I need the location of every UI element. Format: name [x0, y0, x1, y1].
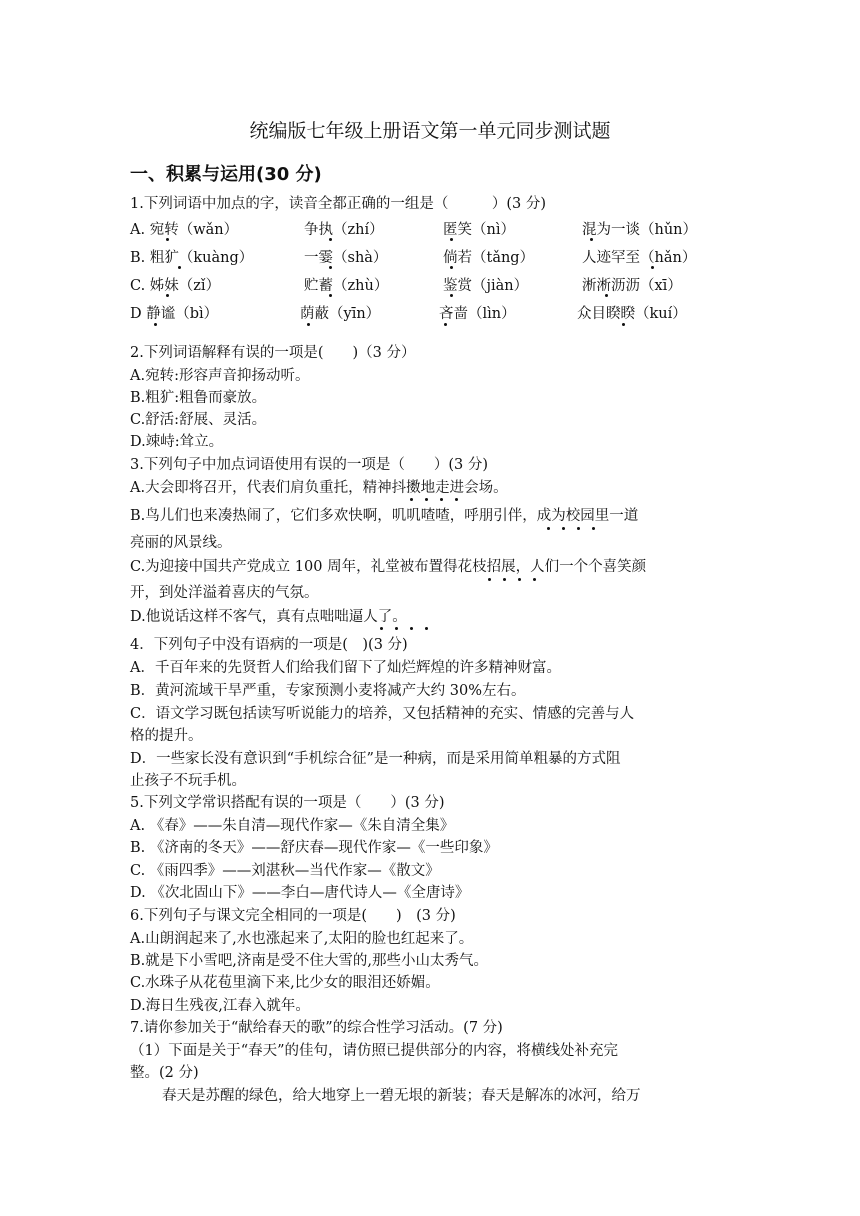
q3-option-d: D.他说话这样不客气，真有点咄咄逼人了。: [130, 609, 407, 625]
q7-sub1-line1: （1）下面是关于“春天”的佳句，请仿照已提供部分的内容，将横线处补充完: [130, 1043, 619, 1059]
emphasis-dot: [562, 527, 565, 530]
q1-row-c-col3: 鉴赏（jiàn）: [443, 278, 529, 294]
q6-stem: 6.下列句子与课文完全相同的一项是( ) (3 分): [130, 908, 456, 924]
q5-option-c: C. 《雨四季》——刘湛秋—当代作家—《散文》: [130, 863, 440, 879]
q3-option-c-line1: C.为迎接中国共产党成立 100 周年，礼堂被布置得花枝招展，人们一个个喜笑颜: [130, 559, 647, 575]
emphasis-dot: [455, 498, 458, 501]
emphasis-dot: [154, 323, 157, 326]
emphasis-dot: [577, 527, 580, 530]
emphasis-dot: [425, 627, 428, 630]
emphasis-dot: [380, 627, 383, 630]
q1-row-d-col3: 吝啬（lìn）: [439, 306, 516, 322]
emphasis-dot: [622, 323, 625, 326]
q6-option-d: D.海日生残夜,江春入就年。: [130, 998, 310, 1014]
emphasis-dot: [395, 627, 398, 630]
emphasis-dot: [410, 498, 413, 501]
q4-stem: 4．下列句子中没有语病的一项是( )(3 分): [130, 637, 408, 653]
emphasis-dot: [450, 266, 453, 269]
emphasis-dot: [166, 238, 169, 241]
q6-option-c: C.水珠子从花苞里滴下来,比少女的眼泪还娇媚。: [130, 975, 440, 991]
q2-option-a: A.宛转:形容声音抑扬动听。: [130, 368, 310, 384]
emphasis-dot: [329, 238, 332, 241]
emphasis-dot: [440, 498, 443, 501]
emphasis-dot: [533, 578, 536, 581]
emphasis-dot: [592, 527, 595, 530]
q3-option-c-line2: 开，到处洋溢着喜庆的气氛。: [130, 585, 319, 601]
q5-stem: 5.下列文学常识搭配有误的一项是（ ）(3 分): [130, 795, 445, 811]
q1-row-a-col3: 匿笑（nì）: [443, 222, 515, 238]
emphasis-dot: [425, 498, 428, 501]
q1-row-d-col1: D 静谧（bì）: [130, 306, 219, 322]
emphasis-dot: [450, 238, 453, 241]
q6-option-a: A.山朗润起来了,水也涨起来了,太阳的脸也红起来了。: [130, 931, 474, 947]
q1-stem: 1.下列词语中加点的字，读音全都正确的一组是（ ）(3 分): [130, 196, 546, 212]
q3-option-b-line2: 亮丽的风景线。: [130, 535, 232, 551]
q2-stem: 2.下列词语解释有误的一项是( )（3 分）: [130, 345, 416, 361]
q7-sub1-line2: 整。(2 分): [130, 1065, 199, 1081]
q4-option-d-line2: 止孩子不玩手机。: [130, 773, 246, 789]
q5-option-b: B. 《济南的冬天》——舒庆春—现代作家—《一些印象》: [130, 840, 498, 856]
emphasis-dot: [518, 578, 521, 581]
q1-row-c-col4: 淅淅沥沥（xī）: [582, 278, 682, 294]
emphasis-dot: [166, 294, 169, 297]
q1-row-c-col2: 贮蓄（zhù）: [304, 278, 389, 294]
q4-option-c-line1: C．语文学习既包括读写听说能力的培养，又包括精神的充实、情感的完善与人: [130, 706, 635, 722]
q1-row-d-col2: 荫蔽（yīn）: [300, 306, 381, 322]
emphasis-dot: [329, 266, 332, 269]
q1-row-b-col4: 人迹罕至（hǎn）: [582, 250, 697, 266]
emphasis-dot: [605, 294, 608, 297]
section-heading: 一、积累与运用(30 分): [130, 164, 322, 185]
q4-option-b: B．黄河流域干旱严重，专家预测小麦将减产大约 30%左右。: [130, 683, 526, 699]
emphasis-dot: [488, 578, 491, 581]
emphasis-dot: [503, 578, 506, 581]
emphasis-dot: [410, 627, 413, 630]
q7-paragraph: 春天是苏醒的绿色，给大地穿上一碧无垠的新装；春天是解冻的冰河，给万: [162, 1088, 641, 1104]
emphasis-dot: [651, 266, 654, 269]
q1-row-b-col2: 一霎（shà）: [304, 250, 388, 266]
q2-option-c: C.舒活:舒展、灵活。: [130, 412, 267, 428]
emphasis-dot: [178, 266, 181, 269]
q5-option-a: A. 《春》——朱自清—现代作家—《朱自清全集》: [130, 818, 455, 834]
q1-row-a-col2: 争执（zhí）: [304, 222, 384, 238]
q4-option-c-line2: 格的提升。: [130, 728, 203, 744]
q1-row-d-col4: 众目睽睽（kuí）: [577, 306, 687, 322]
q6-option-b: B.就是下小雪吧,济南是受不住大雪的,那些小山太秀气。: [130, 953, 488, 969]
q2-option-d: D.竦峙:耸立。: [130, 434, 224, 450]
emphasis-dot: [547, 527, 550, 530]
q5-option-d: D. 《次北固山下》——李白—唐代诗人—《全唐诗》: [130, 885, 470, 901]
q4-option-d-line1: D．一些家长没有意识到“手机综合征”是一种病，而是采用简单粗暴的方式阻: [130, 751, 621, 767]
q7-stem: 7.请你参加关于“献给春天的歌”的综合性学习活动。(7 分): [130, 1020, 503, 1036]
emphasis-dot: [307, 323, 310, 326]
q4-option-a: A．千百年来的先贤哲人们给我们留下了灿烂辉煌的许多精神财富。: [130, 660, 561, 676]
q3-stem: 3.下列句子中加点词语使用有误的一项是（ ）(3 分): [130, 457, 488, 473]
q1-row-b-col3: 倘若（tǎng）: [443, 250, 535, 266]
q3-option-b-line1: B.鸟儿们也来凑热闹了，它们多欢快啊，叽叽喳喳，呼朋引伴，成为校园里一道: [130, 508, 639, 524]
q2-option-b: B.粗犷:粗鲁而豪放。: [130, 390, 267, 406]
page-title: 统编版七年级上册语文第一单元同步测试题: [249, 120, 611, 142]
q1-row-a-col1: A. 宛转（wǎn）: [130, 222, 239, 238]
emphasis-dot: [444, 323, 447, 326]
emphasis-dot: [329, 294, 332, 297]
q3-option-a: A.大会即将召开，代表们肩负重托，精神抖擞地走进会场。: [130, 480, 508, 496]
q1-row-a-col4: 混为一谈（hǔn）: [582, 222, 698, 238]
q1-row-c-col1: C. 姊妹（zǐ）: [130, 278, 221, 294]
q1-row-b-col1: B. 粗犷（kuàng）: [130, 250, 254, 266]
emphasis-dot: [450, 294, 453, 297]
emphasis-dot: [590, 238, 593, 241]
